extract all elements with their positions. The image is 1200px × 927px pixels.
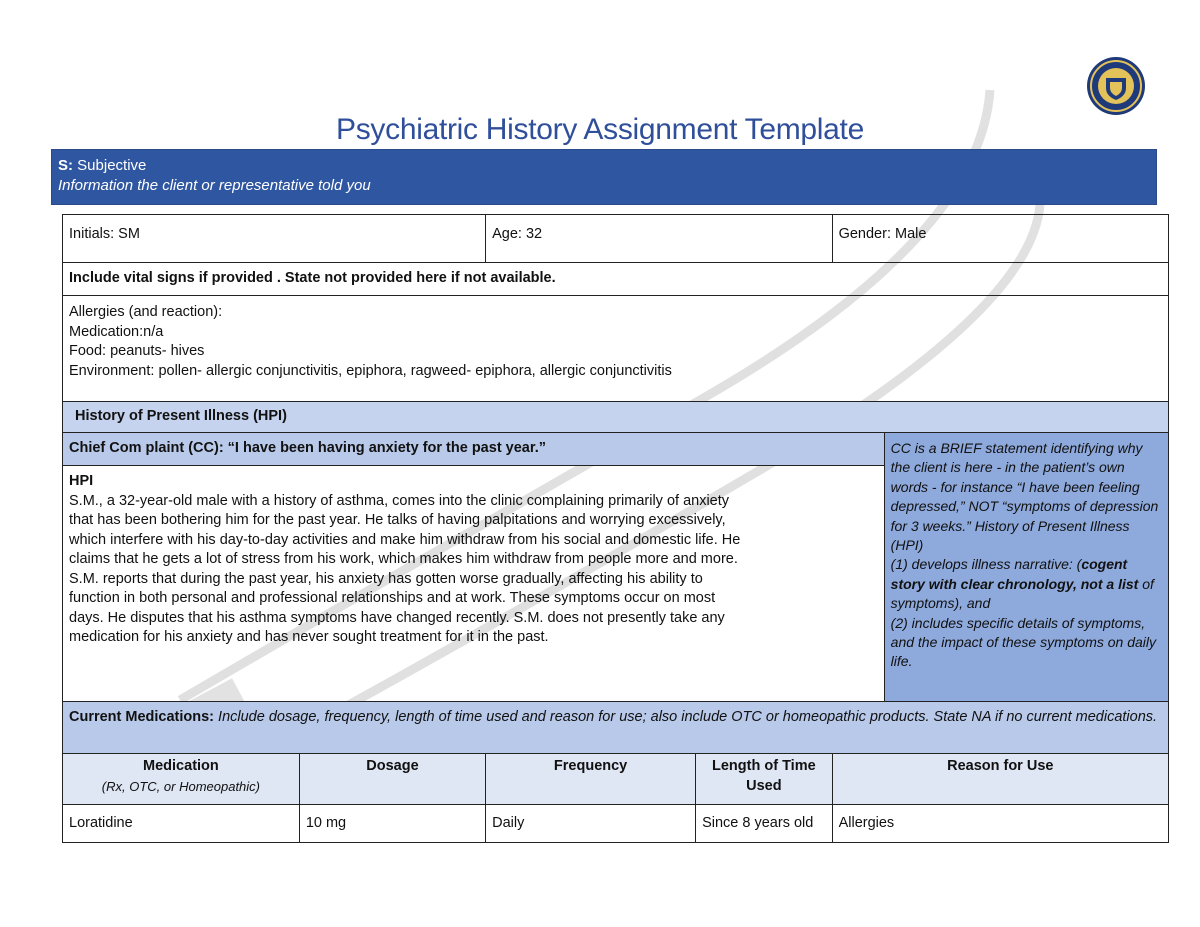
hpi-line: days. He disputes that his asthma symptoms have changed recently. S.M. does not presently take any xyxy=(69,609,725,626)
current-medications-instructions xyxy=(63,702,1169,754)
table-row xyxy=(63,805,1169,843)
page-title: Psychiatric History Assignment Template xyxy=(336,113,864,146)
cc-guidance-note xyxy=(884,433,1168,702)
vitals-note: Include vital signs if provided . State not provided here if not available. xyxy=(63,263,1169,296)
current-medications-label: Current Medications: xyxy=(69,709,215,725)
hpi-cell xyxy=(63,466,885,702)
subjective-banner xyxy=(51,149,1157,205)
hpi-line: claims that he gets a lot of stress from his work, which makes him withdraw from people more and more. xyxy=(69,551,738,567)
hpi-heading: HPI xyxy=(69,473,94,489)
current-medications-text: Include dosage, frequency, length of time used and reason for use; also include OTC or homeopathic products. State NA if no current medications. xyxy=(214,709,1158,725)
med-dosage-cell: 10 mg xyxy=(299,805,485,843)
col-header-length: Length of Time Used xyxy=(696,754,832,805)
cc-note-part1: CC is a BRIEF statement identifying why the client is here - in the patient’s own words - for instance “I have been feeling depressed,” NOT “symptoms of depression for 3 weeks.” History of Present Illness (HPI) xyxy=(890,440,1159,554)
allergies-cell xyxy=(63,296,1169,402)
allergies-heading: Allergies (and reaction): xyxy=(69,304,223,320)
chief-complaint: Chief Com plaint (CC): “I have been having anxiety for the past year.” xyxy=(63,433,885,466)
cc-note-part2-pre: (1) develops illness narrative: ( xyxy=(890,556,1082,573)
med-length-cell: Since 8 years old xyxy=(696,805,832,843)
hpi-line: S.M., a 32-year-old male with a history of asthma, comes into the clinic complaining primarily of anxiety xyxy=(69,492,730,509)
gender-cell: Gender: Male xyxy=(832,215,1168,263)
allergies-medication: Medication:n/a xyxy=(69,323,164,340)
subjective-subtitle: Information the client or representative told you xyxy=(58,177,371,194)
hpi-line: function in both personal and professional relationships and at work. These symptoms occur on most xyxy=(69,590,716,606)
med-frequency-cell: Daily xyxy=(486,805,696,843)
col-header-medication xyxy=(63,754,300,805)
med-reason-cell: Allergies xyxy=(832,805,1168,843)
hpi-line: which interfere with his day-to-day activities and make him withdraw from his social and domestic life. He xyxy=(69,531,741,548)
hpi-line: that has been bothering him for the past year. He talks of having palpitations and worrying excessively, xyxy=(69,512,726,528)
hpi-line: medication for his anxiety and has never sought treatment for it in the past. xyxy=(69,629,549,645)
col-header-frequency: Frequency xyxy=(486,754,696,805)
subjective-label: S: xyxy=(58,157,73,174)
university-seal-logo xyxy=(1086,56,1146,116)
med-name-cell: Loratidine xyxy=(63,805,300,843)
allergies-environment: Environment: pollen- allergic conjunctivitis, epiphora, ragweed- epiphora, allergic conjunctivitis xyxy=(69,362,672,379)
cc-note-part2-post: of symptoms), and xyxy=(890,575,1154,612)
hpi-line: S.M. reports that during the past year, his anxiety has gotten worse gradually, affecting his ability to xyxy=(69,570,703,587)
subjective-heading: Subjective xyxy=(77,157,147,174)
initials-cell: Initials: SM xyxy=(63,215,486,263)
cc-note-part2 xyxy=(891,555,1162,613)
hpi-section-header: History of Present Illness (HPI) xyxy=(63,402,1169,433)
age-cell: Age: 32 xyxy=(486,215,832,263)
assessment-table xyxy=(62,214,1169,843)
cc-note-part3: (2) includes specific details of symptoms, and the impact of these symptoms on daily life. xyxy=(890,614,1157,670)
cc-note-part2-bold: cogent story with clear chronology, not a list xyxy=(890,556,1139,592)
col-header-medication-label: Medication xyxy=(143,758,219,774)
col-header-dosage: Dosage xyxy=(299,754,485,805)
col-header-medication-sub: (Rx, OTC, or Homeopathic) xyxy=(101,778,260,794)
col-header-reason: Reason for Use xyxy=(832,754,1168,805)
allergies-food: Food: peanuts- hives xyxy=(69,343,205,359)
